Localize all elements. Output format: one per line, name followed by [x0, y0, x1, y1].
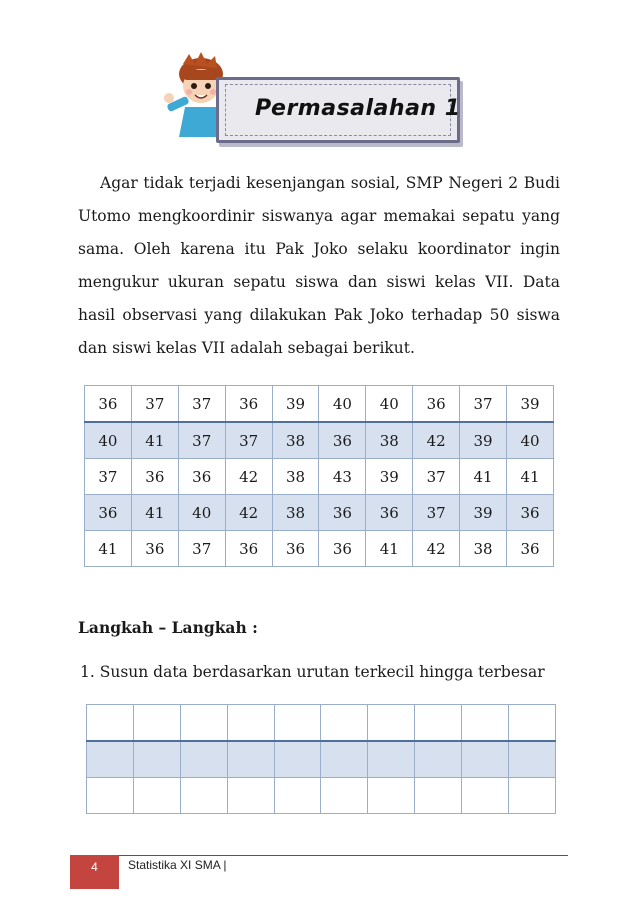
blank-cell	[415, 705, 462, 742]
table-cell: 42	[225, 459, 272, 495]
table-cell: 38	[272, 495, 319, 531]
table-cell: 39	[507, 386, 554, 423]
table-cell: 36	[507, 495, 554, 531]
footer-divider	[70, 855, 568, 856]
blank-cell	[227, 741, 274, 778]
table-cell: 37	[413, 459, 460, 495]
table-cell: 40	[319, 386, 366, 423]
table-cell: 40	[85, 422, 132, 459]
table-cell: 36	[319, 531, 366, 567]
blank-cell	[133, 741, 180, 778]
table-row	[85, 531, 554, 567]
table-cell: 42	[413, 422, 460, 459]
table-cell: 40	[366, 386, 413, 423]
table-cell: 39	[460, 495, 507, 531]
table-cell: 36	[319, 422, 366, 459]
blank-cell	[415, 741, 462, 778]
table-cell: 36	[225, 531, 272, 567]
blank-cell	[321, 778, 368, 814]
table-row	[85, 459, 554, 495]
intro-paragraph	[78, 167, 560, 365]
table-cell: 39	[366, 459, 413, 495]
table-cell: 36	[131, 459, 178, 495]
blank-cell	[87, 741, 134, 778]
table-cell: 36	[85, 495, 132, 531]
blank-cell	[415, 778, 462, 814]
table-cell: 38	[366, 422, 413, 459]
table-row	[85, 422, 554, 459]
table-cell: 37	[178, 422, 225, 459]
table-cell: 37	[178, 531, 225, 567]
table-cell: 36	[131, 531, 178, 567]
table-cell: 40	[507, 422, 554, 459]
blank-cell	[180, 778, 227, 814]
blank-cell	[368, 705, 415, 742]
steps-heading: Langkah – Langkah :	[78, 618, 258, 637]
table-cell: 42	[225, 495, 272, 531]
blank-table-row	[87, 705, 556, 742]
table-cell: 40	[178, 495, 225, 531]
table-cell: 41	[507, 459, 554, 495]
table-cell: 37	[178, 386, 225, 423]
blank-cell	[274, 741, 321, 778]
blank-cell	[274, 778, 321, 814]
blank-cell	[368, 741, 415, 778]
table-cell: 37	[85, 459, 132, 495]
table-cell: 36	[319, 495, 366, 531]
table-cell: 41	[366, 531, 413, 567]
blank-cell	[509, 705, 556, 742]
table-cell: 38	[460, 531, 507, 567]
table-cell: 39	[460, 422, 507, 459]
blank-cell	[180, 741, 227, 778]
blank-cell	[180, 705, 227, 742]
table-cell: 36	[413, 386, 460, 423]
banner-title: Permasalahan 1	[255, 96, 461, 121]
table-cell: 39	[272, 386, 319, 423]
table-cell: 36	[507, 531, 554, 567]
table-cell: 36	[178, 459, 225, 495]
table-row	[85, 495, 554, 531]
blank-cell	[227, 705, 274, 742]
table-cell: 41	[131, 422, 178, 459]
blank-cell	[133, 705, 180, 742]
title-banner	[163, 52, 463, 152]
footer-page-number: 4	[70, 855, 119, 889]
blank-cell	[87, 778, 134, 814]
table-cell: 36	[85, 386, 132, 423]
table-cell: 37	[131, 386, 178, 423]
table-cell: 41	[85, 531, 132, 567]
blank-table-row	[87, 778, 556, 814]
table-cell: 37	[460, 386, 507, 423]
blank-cell	[321, 705, 368, 742]
table-cell: 36	[225, 386, 272, 423]
blank-cell	[368, 778, 415, 814]
sorted-data-blank-table	[86, 704, 556, 814]
blank-cell	[462, 705, 509, 742]
blank-cell	[462, 778, 509, 814]
shoe-size-data-table	[84, 385, 554, 567]
blank-cell	[509, 741, 556, 778]
table-cell: 41	[131, 495, 178, 531]
table-cell: 38	[272, 422, 319, 459]
table-cell: 42	[413, 531, 460, 567]
blank-cell	[509, 778, 556, 814]
table-cell: 41	[460, 459, 507, 495]
blank-cell	[321, 741, 368, 778]
table-cell: 37	[225, 422, 272, 459]
table-cell: 37	[413, 495, 460, 531]
table-cell: 38	[272, 459, 319, 495]
table-cell: 36	[366, 495, 413, 531]
table-cell: 43	[319, 459, 366, 495]
blank-cell	[87, 705, 134, 742]
blank-cell	[133, 778, 180, 814]
blank-cell	[227, 778, 274, 814]
intro-text: Agar tidak terjadi kesenjangan sosial, SMP Negeri 2 Budi Utomo mengkoordinir siswanya agar memakai sepatu yang sama. Oleh karena itu Pak Joko selaku koordinator ingin mengukur ukuran sepatu siswa dan siswi kelas VII. Data hasil observasi yang dilakukan Pak Joko terhadap 50 siswa dan siswi kelas VII adalah sebagai berikut.	[78, 174, 560, 357]
blank-cell	[274, 705, 321, 742]
table-row	[85, 386, 554, 423]
blank-table-row	[87, 741, 556, 778]
footer-text: Statistika XI SMA |	[128, 858, 227, 872]
table-cell: 36	[272, 531, 319, 567]
step-1-text: 1. Susun data berdasarkan urutan terkecil hingga terbesar	[80, 663, 545, 681]
blank-cell	[462, 741, 509, 778]
